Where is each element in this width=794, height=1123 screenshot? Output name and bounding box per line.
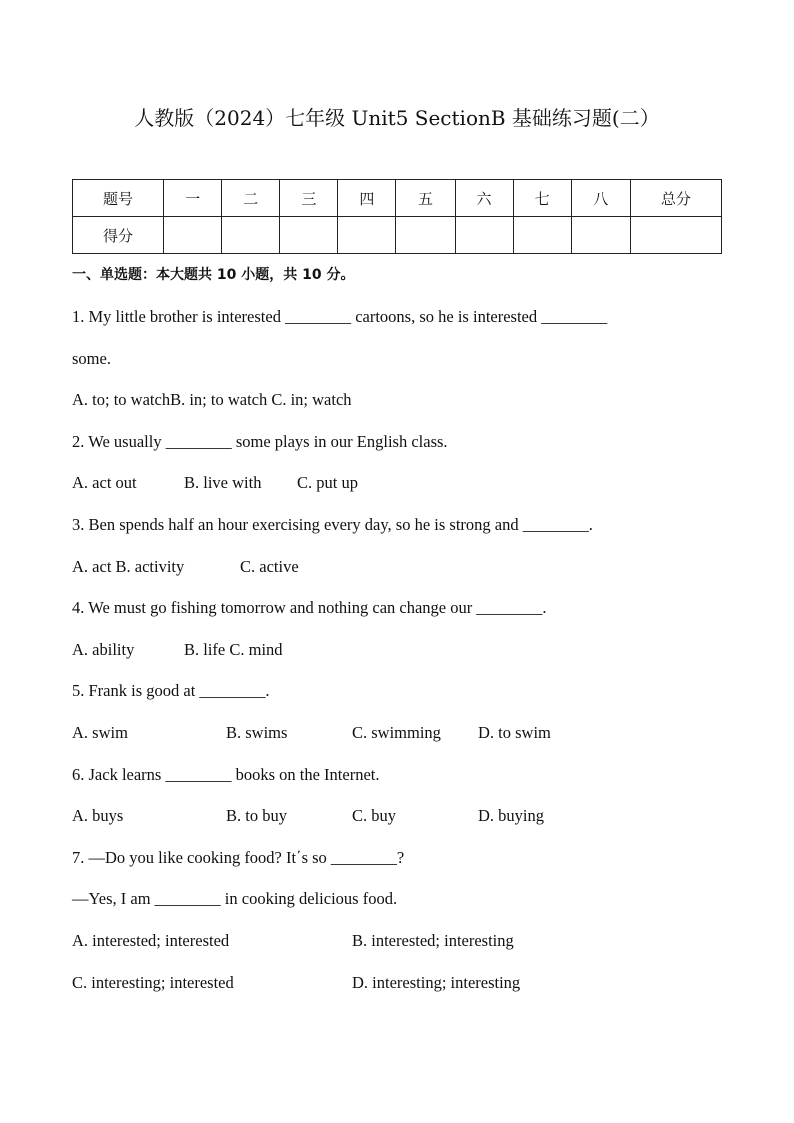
question-5-option-d: D. to swim bbox=[478, 723, 551, 742]
score-cell[interactable] bbox=[513, 217, 571, 254]
question-6-stem: 6. Jack learns ________ books on the Internet. bbox=[72, 765, 380, 784]
question-4-option-bc: B. life C. mind bbox=[184, 640, 283, 659]
header-cell: 五 bbox=[396, 180, 455, 217]
score-cell[interactable] bbox=[164, 217, 222, 254]
score-table bbox=[72, 179, 722, 254]
header-cell: 二 bbox=[222, 180, 280, 217]
score-row-label: 得分 bbox=[73, 217, 164, 254]
question-3-option-c: C. active bbox=[240, 557, 299, 576]
question-2-option-a: A. act out bbox=[72, 473, 137, 492]
question-1-stem: 1. My little brother is interested ________ cartoons, so he is interested ________ bbox=[72, 307, 608, 326]
question-5-option-c: C. swimming bbox=[352, 723, 441, 742]
score-row bbox=[73, 217, 722, 254]
section-heading-prefix: 一、单选题：本大题共 bbox=[72, 267, 217, 283]
question-4-stem: 4. We must go fishing tomorrow and nothing can change our ________. bbox=[72, 598, 547, 617]
header-cell: 一 bbox=[164, 180, 222, 217]
question-6-option-a: A. buys bbox=[72, 806, 124, 825]
question-5-option-b: B. swims bbox=[226, 723, 288, 742]
question-7-option-a: A. interested; interested bbox=[72, 931, 230, 950]
score-cell[interactable] bbox=[630, 217, 721, 254]
score-cell[interactable] bbox=[396, 217, 455, 254]
header-cell: 题号 bbox=[73, 180, 164, 217]
score-cell[interactable] bbox=[571, 217, 630, 254]
question-6-option-c: C. buy bbox=[352, 806, 397, 825]
section-heading-mid: 小题，共 bbox=[236, 267, 303, 283]
header-cell: 三 bbox=[280, 180, 338, 217]
question-5-option-a: A. swim bbox=[72, 723, 128, 742]
score-header-row bbox=[73, 180, 722, 217]
question-1-options: A. to; to watchB. in; to watch C. in; watch bbox=[72, 390, 352, 409]
question-2-option-c: C. put up bbox=[297, 473, 358, 492]
total-points: 10 bbox=[302, 267, 322, 283]
question-7-option-b: B. interested; interesting bbox=[352, 931, 514, 950]
question-1-stem-cont: some. bbox=[72, 349, 111, 368]
question-7-stem: 7. —Do you like cooking food? It΄s so ________? bbox=[72, 848, 405, 867]
question-count: 10 bbox=[216, 267, 237, 283]
header-cell: 四 bbox=[338, 180, 396, 217]
question-7-option-d: D. interesting; interesting bbox=[352, 973, 521, 992]
score-cell[interactable] bbox=[455, 217, 513, 254]
question-3-stem: 3. Ben spends half an hour exercising every day, so he is strong and ________. bbox=[72, 515, 593, 534]
question-7-option-c: C. interesting; interested bbox=[72, 973, 234, 992]
score-cell[interactable] bbox=[338, 217, 396, 254]
header-cell: 七 bbox=[513, 180, 571, 217]
section-heading-suffix: 分。 bbox=[321, 267, 355, 283]
header-cell: 六 bbox=[455, 180, 513, 217]
question-3-option-ab: A. act B. activity bbox=[72, 557, 185, 576]
question-2-option-b: B. live with bbox=[184, 473, 262, 492]
score-cell[interactable] bbox=[222, 217, 280, 254]
question-4-option-a: A. ability bbox=[72, 640, 135, 659]
question-2-stem: 2. We usually ________ some plays in our English class. bbox=[72, 432, 448, 451]
score-cell[interactable] bbox=[280, 217, 338, 254]
question-7-stem-reply: —Yes, I am ________ in cooking delicious food. bbox=[72, 889, 398, 908]
header-cell: 八 bbox=[571, 180, 630, 217]
header-cell: 总分 bbox=[630, 180, 721, 217]
question-5-stem: 5. Frank is good at ________. bbox=[72, 681, 270, 700]
question-6-option-b: B. to buy bbox=[226, 806, 287, 825]
page-title: 人教版（2024）七年级 Unit5 SectionB 基础练习题(二） bbox=[134, 106, 660, 130]
question-6-option-d: D. buying bbox=[478, 806, 544, 825]
section-heading bbox=[72, 264, 354, 284]
